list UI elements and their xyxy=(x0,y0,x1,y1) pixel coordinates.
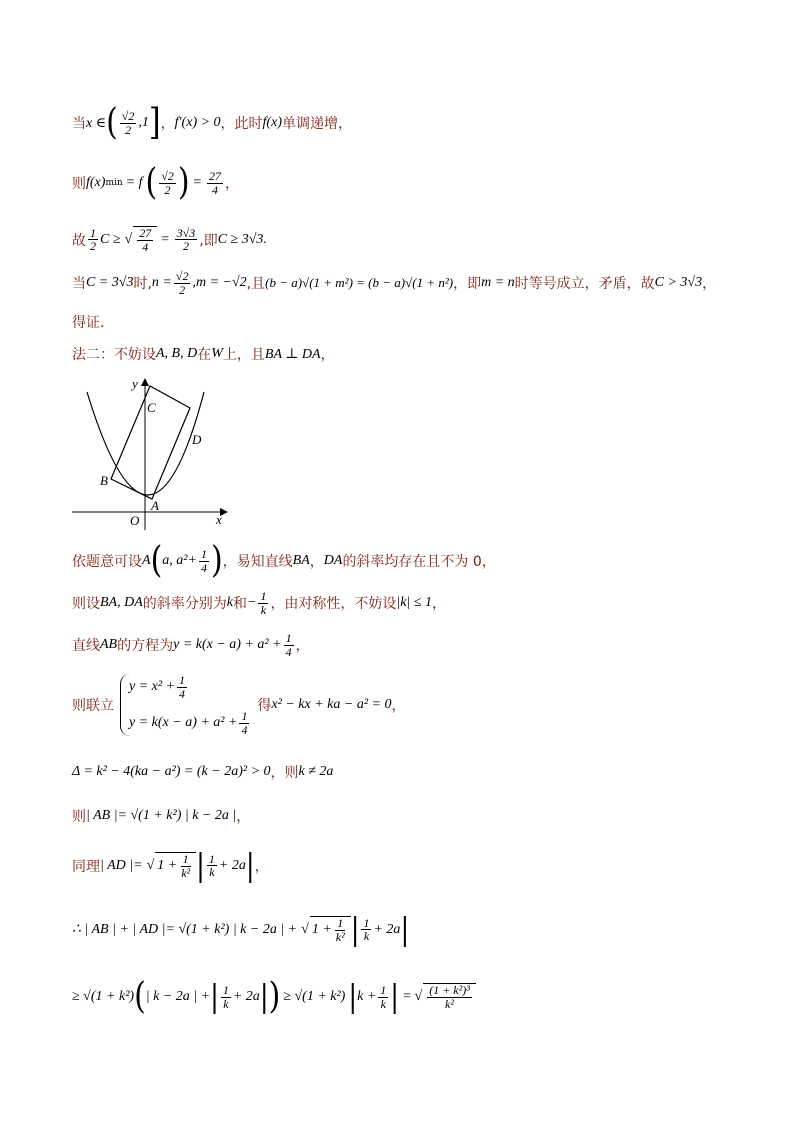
line-15: ≥ √(1 + k²) ( | k − 2a | + | $\frac{1}{k}$ + 2a | ) ≥ √(1 + k²) | k + $\frac{1}{k}$ | = √ $\frac{\text{(1 + k²)³}}{\text{k²}}$ xyxy=(72,982,476,1012)
label-d: D xyxy=(192,432,202,447)
line-1: 当 x ∈ ( $\frac{√2}{2}$ ,1 ] ， f′(x) > 0 ，此时 f(x) 单调递增， xyxy=(72,101,352,144)
y-axis-arrow xyxy=(141,378,149,386)
label-y: y xyxy=(132,376,138,391)
label-b: B xyxy=(100,473,108,488)
line-5: 得证. xyxy=(72,315,105,331)
line-6: 法二：不妨设 A, B, D 在 W 上，且 BA ⊥ DA ， xyxy=(72,346,335,363)
line-12: 则 | AB |= √(1 + k²) | k − 2a | ， xyxy=(72,808,251,825)
line-13: 同理 | AD |= √ 1 + $\frac{1}{\text{k²}}$ | $\frac{1}{k}$ + 2a | ， xyxy=(72,847,269,884)
line-11: Δ = k² − 4(ka − a²) = (k − 2a)² > 0 ，则 k ≠ 2a xyxy=(72,764,334,781)
label-a: A xyxy=(151,498,159,513)
parabola-figure xyxy=(70,374,230,534)
label-o: O xyxy=(130,513,140,528)
equation-system: y = x² + $\frac{1}{4}$ y = k(x − a) + a² + $\frac{1}{4}$ xyxy=(120,674,251,736)
line-2: 则 f(x) min = f ( $\frac{√2}{2}$ ) = $\frac{27}{4}$ ， xyxy=(72,161,239,204)
line-14: ∴ | AB | + | AD |= √(1 + k²) | k − 2a | + √ 1 + $\frac{1}{\text{k²}}$ | $\frac{1}{k}$ + 2a | xyxy=(72,911,410,948)
line-9: 直线 AB 的方程为 y = k(x − a) + a² + $\frac{1}{4}$ ， xyxy=(72,631,310,659)
label-c: C xyxy=(147,400,156,415)
fraction: $\frac{√2}{2}$ xyxy=(121,108,135,137)
line-3: 故 $\frac{1}{2}$ C ≥ √ $\frac{27}{4}$ = $\frac{3√3}{2}$ ,即 C ≥ 3√3 . xyxy=(72,225,267,254)
line-4: 当 C = 3√3 时, n = $\frac{√2}{2}$ ,m = −√2 ,且 (b − a)√(1 + m²) = (b − a)√(1 + n²) ，即 m = n 时等号成立，矛盾，故 C > 3√3 ， xyxy=(72,269,717,297)
label-x: x xyxy=(216,512,222,527)
line-7: 依题意可设 A ( a, a²+ $\frac{1}{4}$ ) ，易知直线 BA ， DA 的斜率均存在且不为 0， xyxy=(72,539,496,582)
line-8: 则设 BA, DA 的斜率分别为 k 和 − $\frac{1}{k}$ ，由对称性，不妨设 |k| ≤ 1 ， xyxy=(72,589,447,617)
line-10: 则联立 y = x² + $\frac{1}{4}$ y = k(x − a) + a² + $\frac{1}{4}$ 得 x² − kx + ka − a² = 0 ， xyxy=(72,673,406,737)
